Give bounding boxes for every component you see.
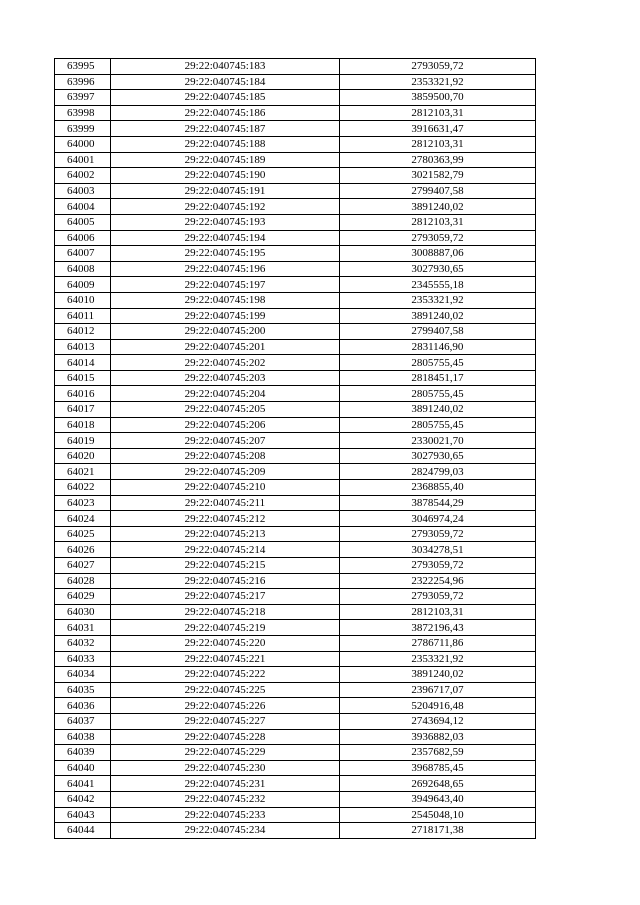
cadastral-number-cell: 29:22:040745:210 (111, 480, 340, 496)
table-row (55, 152, 536, 168)
value-cell: 2812103,31 (340, 105, 536, 121)
row-number-cell: 64012 (55, 324, 111, 340)
row-number-cell: 64023 (55, 495, 111, 511)
cadastral-number-cell: 29:22:040745:200 (111, 324, 340, 340)
row-number-cell: 64036 (55, 698, 111, 714)
cadastral-number-cell: 29:22:040745:190 (111, 168, 340, 184)
row-number-cell: 64015 (55, 370, 111, 386)
table-row (55, 261, 536, 277)
row-number-cell: 64031 (55, 620, 111, 636)
cadastral-number-cell: 29:22:040745:214 (111, 542, 340, 558)
cadastral-number-cell: 29:22:040745:209 (111, 464, 340, 480)
cadastral-number-cell: 29:22:040745:218 (111, 604, 340, 620)
value-cell: 2805755,45 (340, 386, 536, 402)
cadastral-number-cell: 29:22:040745:187 (111, 121, 340, 137)
cadastral-number-cell: 29:22:040745:191 (111, 183, 340, 199)
table-row (55, 526, 536, 542)
value-cell: 2396717,07 (340, 682, 536, 698)
value-cell: 2357682,59 (340, 745, 536, 761)
cadastral-number-cell: 29:22:040745:225 (111, 682, 340, 698)
row-number-cell: 64011 (55, 308, 111, 324)
value-cell: 2824799,03 (340, 464, 536, 480)
cadastral-number-cell: 29:22:040745:230 (111, 760, 340, 776)
cadastral-number-cell: 29:22:040745:194 (111, 230, 340, 246)
value-cell: 3027930,65 (340, 448, 536, 464)
cadastral-number-cell: 29:22:040745:233 (111, 807, 340, 823)
row-number-cell: 64010 (55, 292, 111, 308)
table-row (55, 620, 536, 636)
table-row (55, 745, 536, 761)
table-row (55, 713, 536, 729)
cadastral-number-cell: 29:22:040745:199 (111, 308, 340, 324)
value-cell: 5204916,48 (340, 698, 536, 714)
value-cell: 2322254,96 (340, 573, 536, 589)
table-row (55, 558, 536, 574)
cadastral-number-cell: 29:22:040745:212 (111, 511, 340, 527)
value-cell: 2786711,86 (340, 635, 536, 651)
table-row (55, 511, 536, 527)
table-row (55, 682, 536, 698)
table-row (55, 542, 536, 558)
table-row (55, 324, 536, 340)
cadastral-value-table (54, 58, 536, 839)
value-cell: 3968785,45 (340, 760, 536, 776)
value-cell: 2812103,31 (340, 604, 536, 620)
row-number-cell: 64042 (55, 791, 111, 807)
cadastral-number-cell: 29:22:040745:213 (111, 526, 340, 542)
cadastral-number-cell: 29:22:040745:198 (111, 292, 340, 308)
cadastral-number-cell: 29:22:040745:221 (111, 651, 340, 667)
table-row (55, 308, 536, 324)
table-row (55, 604, 536, 620)
value-cell: 3008887,06 (340, 246, 536, 262)
cadastral-number-cell: 29:22:040745:183 (111, 59, 340, 75)
table-row (55, 59, 536, 75)
value-cell: 2353321,92 (340, 74, 536, 90)
value-cell: 2793059,72 (340, 230, 536, 246)
row-number-cell: 64003 (55, 183, 111, 199)
table-row (55, 760, 536, 776)
row-number-cell: 64029 (55, 589, 111, 605)
cadastral-number-cell: 29:22:040745:203 (111, 370, 340, 386)
table-row (55, 183, 536, 199)
row-number-cell: 63999 (55, 121, 111, 137)
table-row (55, 402, 536, 418)
cadastral-number-cell: 29:22:040745:205 (111, 402, 340, 418)
table-row (55, 635, 536, 651)
value-cell: 2818451,17 (340, 370, 536, 386)
row-number-cell: 64013 (55, 339, 111, 355)
table-row (55, 667, 536, 683)
table-row (55, 121, 536, 137)
value-cell: 2793059,72 (340, 526, 536, 542)
cadastral-number-cell: 29:22:040745:217 (111, 589, 340, 605)
cadastral-number-cell: 29:22:040745:202 (111, 355, 340, 371)
row-number-cell: 64021 (55, 464, 111, 480)
value-cell: 2743694,12 (340, 713, 536, 729)
table-row (55, 136, 536, 152)
value-cell: 2812103,31 (340, 136, 536, 152)
table-row (55, 776, 536, 792)
table-row (55, 105, 536, 121)
row-number-cell: 64017 (55, 402, 111, 418)
row-number-cell: 64035 (55, 682, 111, 698)
value-cell: 2692648,65 (340, 776, 536, 792)
value-cell: 2545048,10 (340, 807, 536, 823)
table-row (55, 589, 536, 605)
cadastral-number-cell: 29:22:040745:232 (111, 791, 340, 807)
cadastral-number-cell: 29:22:040745:228 (111, 729, 340, 745)
table-row (55, 651, 536, 667)
value-cell: 2793059,72 (340, 558, 536, 574)
table-row (55, 729, 536, 745)
table-row (55, 386, 536, 402)
value-cell: 2793059,72 (340, 59, 536, 75)
row-number-cell: 64009 (55, 277, 111, 293)
row-number-cell: 64043 (55, 807, 111, 823)
row-number-cell: 64020 (55, 448, 111, 464)
table-row (55, 807, 536, 823)
value-cell: 2368855,40 (340, 480, 536, 496)
row-number-cell: 64026 (55, 542, 111, 558)
table-row (55, 791, 536, 807)
row-number-cell: 64019 (55, 433, 111, 449)
cadastral-number-cell: 29:22:040745:196 (111, 261, 340, 277)
row-number-cell: 64014 (55, 355, 111, 371)
row-number-cell: 64034 (55, 667, 111, 683)
value-cell: 2812103,31 (340, 214, 536, 230)
table-row (55, 90, 536, 106)
value-cell: 2345555,18 (340, 277, 536, 293)
value-cell: 3916631,47 (340, 121, 536, 137)
value-cell: 3034278,51 (340, 542, 536, 558)
row-number-cell: 64025 (55, 526, 111, 542)
table-row (55, 168, 536, 184)
row-number-cell: 64037 (55, 713, 111, 729)
row-number-cell: 64027 (55, 558, 111, 574)
table-row (55, 433, 536, 449)
table-row (55, 464, 536, 480)
value-cell: 2805755,45 (340, 417, 536, 433)
value-cell: 3891240,02 (340, 308, 536, 324)
cadastral-number-cell: 29:22:040745:201 (111, 339, 340, 355)
cadastral-number-cell: 29:22:040745:188 (111, 136, 340, 152)
value-cell: 3859500,70 (340, 90, 536, 106)
value-cell: 2718171,38 (340, 823, 536, 839)
row-number-cell: 64002 (55, 168, 111, 184)
row-number-cell: 64006 (55, 230, 111, 246)
value-cell: 2353321,92 (340, 292, 536, 308)
table-row (55, 74, 536, 90)
cadastral-number-cell: 29:22:040745:185 (111, 90, 340, 106)
value-cell: 3891240,02 (340, 199, 536, 215)
table-row (55, 339, 536, 355)
cadastral-number-cell: 29:22:040745:207 (111, 433, 340, 449)
row-number-cell: 64001 (55, 152, 111, 168)
row-number-cell: 63996 (55, 74, 111, 90)
cadastral-number-cell: 29:22:040745:231 (111, 776, 340, 792)
cadastral-number-cell: 29:22:040745:222 (111, 667, 340, 683)
cadastral-number-cell: 29:22:040745:186 (111, 105, 340, 121)
table-row (55, 246, 536, 262)
value-cell: 2799407,58 (340, 324, 536, 340)
cadastral-number-cell: 29:22:040745:197 (111, 277, 340, 293)
row-number-cell: 64033 (55, 651, 111, 667)
cadastral-number-cell: 29:22:040745:216 (111, 573, 340, 589)
value-cell: 2330021,70 (340, 433, 536, 449)
value-cell: 3891240,02 (340, 402, 536, 418)
value-cell: 2793059,72 (340, 589, 536, 605)
row-number-cell: 64022 (55, 480, 111, 496)
row-number-cell: 64016 (55, 386, 111, 402)
value-cell: 3021582,79 (340, 168, 536, 184)
row-number-cell: 64044 (55, 823, 111, 839)
row-number-cell: 63995 (55, 59, 111, 75)
value-cell: 2831146,90 (340, 339, 536, 355)
cadastral-number-cell: 29:22:040745:208 (111, 448, 340, 464)
table-row (55, 277, 536, 293)
value-cell: 2780363,99 (340, 152, 536, 168)
row-number-cell: 64007 (55, 246, 111, 262)
cadastral-number-cell: 29:22:040745:192 (111, 199, 340, 215)
row-number-cell: 64008 (55, 261, 111, 277)
table-body (55, 59, 536, 839)
row-number-cell: 64040 (55, 760, 111, 776)
cadastral-number-cell: 29:22:040745:219 (111, 620, 340, 636)
row-number-cell: 64028 (55, 573, 111, 589)
cadastral-number-cell: 29:22:040745:234 (111, 823, 340, 839)
value-cell: 3027930,65 (340, 261, 536, 277)
cadastral-number-cell: 29:22:040745:215 (111, 558, 340, 574)
row-number-cell: 63998 (55, 105, 111, 121)
table-row (55, 199, 536, 215)
value-cell: 3878544,29 (340, 495, 536, 511)
row-number-cell: 64038 (55, 729, 111, 745)
value-cell: 2799407,58 (340, 183, 536, 199)
table-row (55, 214, 536, 230)
value-cell: 3872196,43 (340, 620, 536, 636)
row-number-cell: 64039 (55, 745, 111, 761)
table-row (55, 355, 536, 371)
value-cell: 3891240,02 (340, 667, 536, 683)
row-number-cell: 64005 (55, 214, 111, 230)
value-cell: 3046974,24 (340, 511, 536, 527)
cadastral-number-cell: 29:22:040745:229 (111, 745, 340, 761)
cadastral-number-cell: 29:22:040745:206 (111, 417, 340, 433)
row-number-cell: 64024 (55, 511, 111, 527)
row-number-cell: 64000 (55, 136, 111, 152)
table-row (55, 292, 536, 308)
row-number-cell: 64030 (55, 604, 111, 620)
table-row (55, 823, 536, 839)
row-number-cell: 64018 (55, 417, 111, 433)
cadastral-number-cell: 29:22:040745:189 (111, 152, 340, 168)
cadastral-number-cell: 29:22:040745:227 (111, 713, 340, 729)
cadastral-number-cell: 29:22:040745:211 (111, 495, 340, 511)
cadastral-number-cell: 29:22:040745:195 (111, 246, 340, 262)
value-cell: 3936882,03 (340, 729, 536, 745)
table-row (55, 495, 536, 511)
row-number-cell: 64032 (55, 635, 111, 651)
table-row (55, 573, 536, 589)
table-row (55, 230, 536, 246)
value-cell: 2353321,92 (340, 651, 536, 667)
cadastral-number-cell: 29:22:040745:184 (111, 74, 340, 90)
cadastral-number-cell: 29:22:040745:204 (111, 386, 340, 402)
row-number-cell: 64004 (55, 199, 111, 215)
value-cell: 3949643,40 (340, 791, 536, 807)
row-number-cell: 64041 (55, 776, 111, 792)
table-row (55, 417, 536, 433)
cadastral-number-cell: 29:22:040745:220 (111, 635, 340, 651)
cadastral-number-cell: 29:22:040745:226 (111, 698, 340, 714)
value-cell: 2805755,45 (340, 355, 536, 371)
cadastral-number-cell: 29:22:040745:193 (111, 214, 340, 230)
row-number-cell: 63997 (55, 90, 111, 106)
table-row (55, 480, 536, 496)
table-row (55, 370, 536, 386)
table-row (55, 698, 536, 714)
table-row (55, 448, 536, 464)
